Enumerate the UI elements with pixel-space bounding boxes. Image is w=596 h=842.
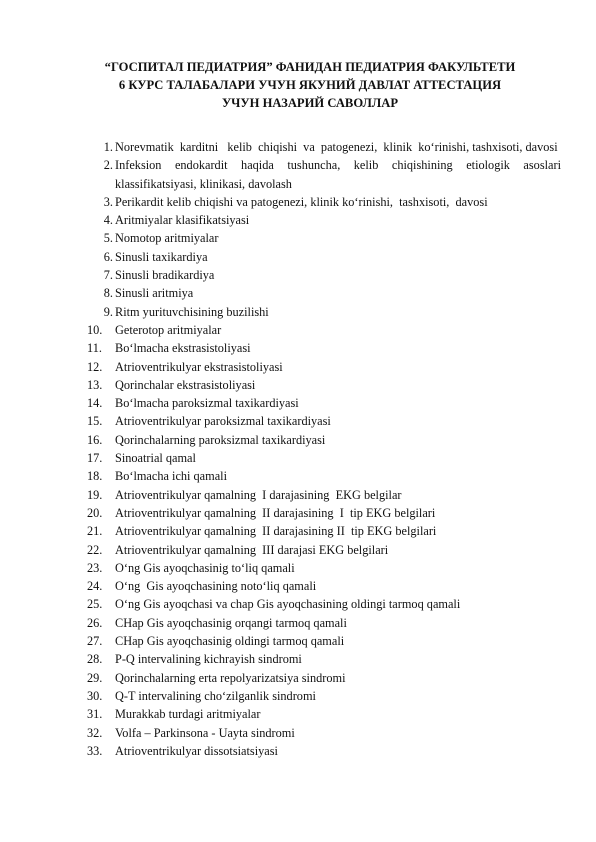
question-text: Nomotop aritmiyalar xyxy=(115,231,219,246)
question-text: Atrioventrikulyar dissotsiatsiyasi xyxy=(115,743,278,758)
question-item xyxy=(86,467,561,485)
question-number: 16. xyxy=(87,432,103,447)
question-item xyxy=(86,486,561,504)
question-item xyxy=(86,559,561,577)
document-title xyxy=(60,58,560,112)
question-item xyxy=(86,138,561,156)
question-item xyxy=(86,229,561,247)
question-text: Q-T intervalining cho‘zilganlik sindromi xyxy=(115,688,316,703)
question-item xyxy=(86,321,561,339)
question-text: Infeksion endokardit haqida tushuncha, kelib chiqishining etiologik asoslari klassifikatsiyasi, klinikasi, davolash xyxy=(115,158,565,191)
question-number: 9. xyxy=(103,304,113,319)
question-item xyxy=(86,724,561,742)
question-number: 29. xyxy=(87,670,103,685)
question-item xyxy=(86,339,561,357)
question-number: 17. xyxy=(87,451,103,466)
question-text: Sinoatrial qamal xyxy=(115,451,196,466)
question-number: 12. xyxy=(87,359,103,374)
question-item xyxy=(86,266,561,284)
question-text: O‘ng Gis ayoqchasi va chap Gis ayoqchasining oldingi tarmoq qamali xyxy=(115,597,461,612)
question-item xyxy=(86,687,561,705)
question-number: 18. xyxy=(87,469,103,484)
question-text: P-Q intervalining kichrayish sindromi xyxy=(115,652,302,667)
question-number: 23. xyxy=(87,560,103,575)
question-number: 13. xyxy=(87,377,103,392)
question-item xyxy=(86,394,561,412)
question-number: 26. xyxy=(87,615,103,630)
question-text: Ritm yurituvchisining buzilishi xyxy=(115,304,269,319)
question-text: Atrioventrikulyar qamalning II darajasining I tip EKG belgilari xyxy=(115,505,436,520)
question-number: 3. xyxy=(103,194,113,209)
question-number: 33. xyxy=(87,743,103,758)
question-text: Norevmatik karditni kelib chiqishi va patogenezi, klinik ko‘rinishi, tashxisoti, davosi xyxy=(115,140,558,154)
question-number: 4. xyxy=(103,213,113,228)
question-text: CHap Gis ayoqchasinig orqangi tarmoq qamali xyxy=(115,615,347,630)
question-number: 25. xyxy=(87,597,103,612)
question-item xyxy=(86,193,561,211)
title-line-1: “ГОСПИТАЛ ПЕДИАТРИЯ” ФАНИДАН ПЕДИАТРИЯ ФАКУЛЬТЕТИ xyxy=(104,60,516,74)
question-text: Qorinchalarning erta repolyarizatsiya sindromi xyxy=(115,670,346,685)
question-number: 11. xyxy=(87,341,102,356)
question-item xyxy=(86,248,561,266)
question-text: Murakkab turdagi aritmiyalar xyxy=(115,707,261,722)
question-text: O‘ng Gis ayoqchasinig to‘liq qamali xyxy=(115,560,295,575)
question-number: 7. xyxy=(103,268,113,283)
question-item xyxy=(86,431,561,449)
question-item xyxy=(86,504,561,522)
question-item xyxy=(86,595,561,613)
question-item xyxy=(86,669,561,687)
question-text: Volfa – Parkinsona - Uayta sindromi xyxy=(115,725,295,740)
question-text: Bo‘lmacha paroksizmal taxikardiyasi xyxy=(115,396,299,411)
question-number: 27. xyxy=(87,634,103,649)
question-number: 32. xyxy=(87,725,103,740)
question-number: 24. xyxy=(87,579,103,594)
question-text: Bo‘lmacha ichi qamali xyxy=(115,469,227,484)
question-item xyxy=(86,541,561,559)
question-number: 30. xyxy=(87,688,103,703)
question-text: Sinusli aritmiya xyxy=(115,286,194,301)
question-item xyxy=(86,211,561,229)
question-number: 1. xyxy=(103,140,113,154)
title-line-2: 6 КУРС ТАЛАБАЛАРИ УЧУН ЯКУНИЙ ДАВЛАТ АТТЕСТАЦИЯ xyxy=(118,78,502,92)
question-item xyxy=(86,705,561,723)
question-number: 15. xyxy=(87,414,103,429)
question-number: 20. xyxy=(87,505,103,520)
question-text: Geterotop aritmiyalar xyxy=(115,322,222,337)
question-item xyxy=(86,376,561,394)
question-list xyxy=(86,138,565,760)
question-text: Aritmiyalar klasifikatsiyasi xyxy=(115,213,250,228)
question-text: Qorinchalar ekstrasistoliyasi xyxy=(115,377,256,392)
question-text: Atrioventrikulyar qamalning II darajasining II tip EKG belgilari xyxy=(115,524,437,539)
question-item xyxy=(86,449,561,467)
question-text: Atrioventrikulyar qamalning III darajasi EKG belgilari xyxy=(115,542,389,557)
question-item xyxy=(86,632,561,650)
question-number: 14. xyxy=(87,396,103,411)
question-text: Atrioventrikulyar paroksizmal taxikardiyasi xyxy=(115,414,331,429)
question-item xyxy=(86,284,561,302)
question-number: 5. xyxy=(103,231,113,246)
question-number: 2. xyxy=(103,158,113,173)
title-line-3: УЧУН НАЗАРИЙ САВОЛЛАР xyxy=(221,96,399,110)
question-text: CHap Gis ayoqchasinig oldingi tarmoq qamali xyxy=(115,634,345,649)
question-item xyxy=(86,412,561,430)
question-text: Bo‘lmacha ekstrasistoliyasi xyxy=(115,341,251,356)
question-text: O‘ng Gis ayoqchasining noto‘liq qamali xyxy=(115,579,317,594)
question-text: Qorinchalarning paroksizmal taxikardiyasi xyxy=(115,432,326,447)
question-item xyxy=(86,358,561,376)
question-item xyxy=(86,522,561,540)
question-number: 28. xyxy=(87,652,103,667)
question-text: Atrioventrikulyar ekstrasistoliyasi xyxy=(115,359,283,374)
question-text: Atrioventrikulyar qamalning I darajasining EKG belgilar xyxy=(115,487,402,502)
question-number: 8. xyxy=(103,286,113,301)
question-item xyxy=(86,742,561,760)
question-number: 21. xyxy=(87,524,103,539)
question-item xyxy=(86,577,561,595)
question-item xyxy=(86,650,561,668)
question-item xyxy=(86,614,561,632)
question-number: 6. xyxy=(103,249,113,264)
question-number: 19. xyxy=(87,487,103,502)
question-text: Sinusli taxikardiya xyxy=(115,249,208,264)
question-item xyxy=(86,303,561,321)
question-number: 31. xyxy=(87,707,103,722)
question-number: 22. xyxy=(87,542,103,557)
question-number: 10. xyxy=(87,322,103,337)
question-text: Perikardit kelib chiqishi va patogenezi, klinik ko‘rinishi, tashxisoti, davosi xyxy=(115,194,488,209)
question-item xyxy=(86,156,565,193)
question-text: Sinusli bradikardiya xyxy=(115,268,215,283)
